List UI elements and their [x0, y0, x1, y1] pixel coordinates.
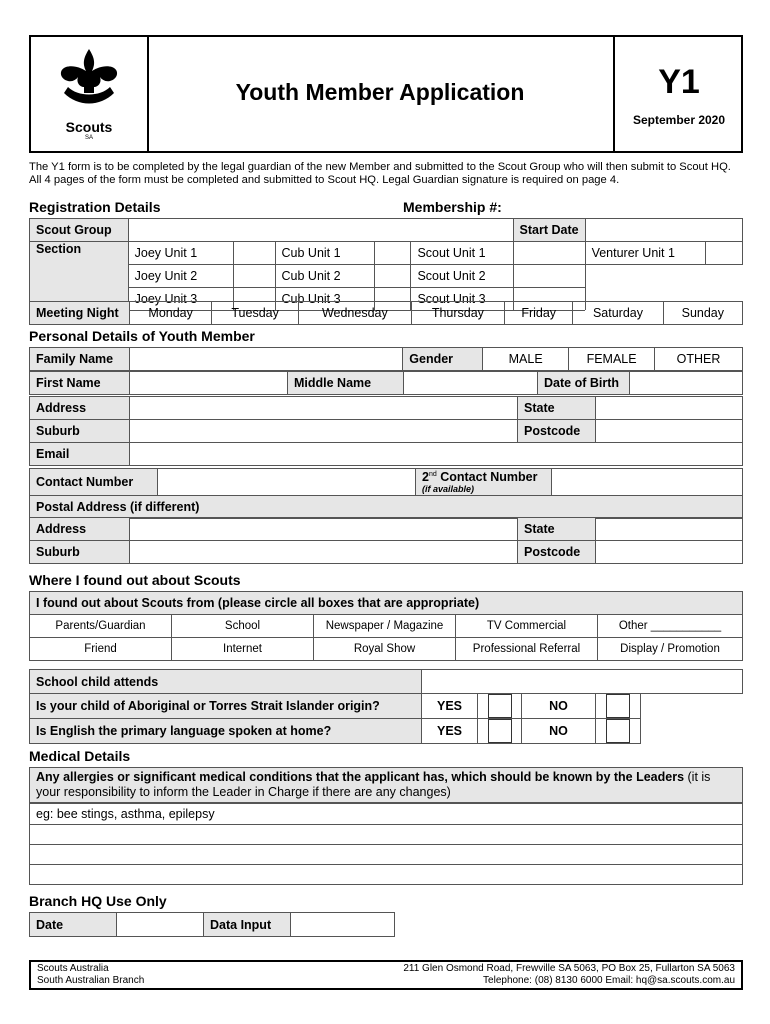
scout-group-label: Scout Group	[30, 219, 129, 242]
address-label: Address	[30, 397, 130, 420]
postcode-label: Postcode	[518, 420, 596, 443]
unit-cub-1-box[interactable]	[374, 242, 411, 265]
found-parents[interactable]: Parents/Guardian	[30, 615, 172, 638]
found-school[interactable]: School	[172, 615, 314, 638]
postal-suburb-field[interactable]	[130, 541, 518, 564]
middle-name-label: Middle Name	[288, 372, 404, 395]
day-friday[interactable]: Friday	[505, 302, 573, 325]
found-display[interactable]: Display / Promotion	[598, 638, 743, 661]
branch-heading: Branch HQ Use Only	[29, 893, 167, 909]
branch-table	[29, 912, 395, 937]
medical-normal-text: (it is your responsibility to inform the Leader in Charge if there are any changes)	[36, 770, 711, 799]
unit-joey-1: Joey Unit 1	[128, 242, 234, 265]
gender-other[interactable]: OTHER	[655, 348, 743, 371]
unit-scout-1: Scout Unit 1	[411, 242, 513, 265]
footer-org-1: Scouts Australia	[37, 963, 109, 974]
found-royal-show[interactable]: Royal Show	[314, 638, 456, 661]
personal-heading: Personal Details of Youth Member	[29, 328, 255, 344]
first-name-field[interactable]	[130, 372, 288, 395]
english-no-checkbox[interactable]	[606, 719, 630, 743]
found-heading: Where I found out about Scouts	[29, 572, 241, 588]
form-code: Y1	[658, 63, 700, 101]
unit-cub-2-box[interactable]	[374, 265, 411, 288]
suburb-field[interactable]	[130, 420, 518, 443]
postal-state-label: State	[518, 518, 596, 541]
page-title: Youth Member Application	[235, 79, 525, 105]
postal-postcode-label: Postcode	[518, 541, 596, 564]
medical-lines	[29, 803, 743, 885]
found-tv[interactable]: TV Commercial	[456, 615, 598, 638]
second-contact-label	[416, 469, 552, 496]
logo-subtext: SA	[84, 135, 93, 141]
intro-text: The Y1 form is to be completed by the legal guardian of the new Member and submitted to the Scout Group who will then submit to Scout HQ. All 4 pages of the form must be completed and submitted to Scout HQ. Legal Guardian signature is required on page 4.	[29, 161, 731, 186]
gender-male[interactable]: MALE	[483, 348, 569, 371]
medical-instructions	[29, 767, 743, 803]
unit-venturer-1-box[interactable]	[706, 242, 743, 265]
second-contact-sup: nd	[428, 471, 437, 478]
registration-heading: Registration Details	[29, 199, 161, 215]
english-yes-cell	[478, 719, 522, 744]
branch-data-input-field[interactable]	[291, 913, 395, 937]
found-subheading: I found out about Scouts from (please circle all boxes that are appropriate)	[30, 592, 743, 615]
branch-data-input-label: Data Input	[204, 913, 291, 937]
unit-joey-1-box[interactable]	[234, 242, 275, 265]
state-label: State	[518, 397, 596, 420]
day-tuesday[interactable]: Tuesday	[212, 302, 299, 325]
postal-address-field[interactable]	[130, 518, 518, 541]
branch-date-label: Date	[30, 913, 117, 937]
unit-scout-1-box[interactable]	[513, 242, 585, 265]
contact-number-field[interactable]	[158, 469, 416, 496]
section-label: Section	[30, 242, 129, 311]
found-internet[interactable]: Internet	[172, 638, 314, 661]
aboriginal-question: Is your child of Aboriginal or Torres Strait Islander origin?	[30, 694, 422, 719]
unit-cub-2: Cub Unit 2	[275, 265, 374, 288]
unit-scout-3: Scout Unit 3	[411, 288, 513, 311]
scout-group-field[interactable]	[128, 219, 513, 242]
gender-label: Gender	[403, 348, 483, 371]
found-newspaper[interactable]: Newspaper / Magazine	[314, 615, 456, 638]
registration-table	[29, 218, 743, 311]
suburb-label: Suburb	[30, 420, 130, 443]
found-table	[29, 591, 743, 661]
english-no-label: NO	[522, 719, 596, 744]
unit-venturer-1: Venturer Unit 1	[585, 242, 706, 265]
membership-label: Membership #:	[403, 199, 502, 215]
personal-table-2	[29, 371, 743, 395]
form-date: September 2020	[632, 113, 726, 127]
medical-line-2[interactable]	[30, 825, 743, 845]
postal-postcode-field[interactable]	[596, 541, 743, 564]
second-contact-pre: 2	[422, 470, 429, 485]
aboriginal-no-label: NO	[522, 694, 596, 719]
email-field[interactable]	[130, 443, 743, 466]
footer-address-2: Telephone: (08) 8130 6000 Email: hq@sa.scouts.com.au	[483, 975, 735, 986]
contact-number-label: Contact Number	[30, 469, 158, 496]
found-friend[interactable]: Friend	[30, 638, 172, 661]
unit-joey-3: Joey Unit 3	[128, 288, 234, 311]
found-other[interactable]: Other ___________	[598, 615, 743, 638]
school-field[interactable]	[422, 670, 743, 694]
medical-example[interactable]: eg: bee stings, asthma, epilepsy	[30, 804, 743, 825]
second-contact-field[interactable]	[552, 469, 743, 496]
postal-suburb-label: Suburb	[30, 541, 130, 564]
start-date-label	[513, 219, 585, 242]
day-sunday[interactable]: Sunday	[663, 302, 742, 325]
address-table	[29, 396, 743, 466]
logo-text: Scouts	[65, 119, 113, 135]
postal-table	[29, 517, 743, 564]
footer	[29, 960, 743, 990]
first-name-label: First Name	[30, 372, 130, 395]
day-saturday[interactable]: Saturday	[573, 302, 663, 325]
medical-bold-text: Any allergies or significant medical conditions that the applicant has, which should be known by the Leaders	[36, 770, 685, 784]
meeting-night-label: Meeting Night	[30, 302, 130, 325]
day-thursday[interactable]: Thursday	[411, 302, 504, 325]
form-header	[29, 35, 743, 153]
state-field[interactable]	[596, 397, 743, 420]
gender-female[interactable]: FEMALE	[569, 348, 655, 371]
found-referral[interactable]: Professional Referral	[456, 638, 598, 661]
english-yes-checkbox[interactable]	[488, 719, 512, 743]
english-yes-label: YES	[422, 719, 478, 744]
footer-org	[37, 963, 144, 987]
postal-heading: Postal Address (if different)	[30, 496, 743, 519]
unit-cub-1: Cub Unit 1	[275, 242, 374, 265]
scouts-logo-icon	[54, 47, 124, 111]
address-field[interactable]	[130, 397, 518, 420]
family-name-label: Family Name	[30, 348, 130, 371]
unit-scout-2-box[interactable]	[513, 265, 585, 288]
middle-name-field[interactable]	[404, 372, 538, 395]
meeting-night-table	[29, 301, 743, 325]
unit-joey-2: Joey Unit 2	[128, 265, 234, 288]
logo-box	[31, 37, 149, 151]
english-question: Is English the primary language spoken at home?	[30, 719, 422, 744]
medical-line-3[interactable]	[30, 845, 743, 865]
start-date-text: Start Date	[519, 223, 579, 237]
contact-table	[29, 468, 743, 519]
medical-line-4[interactable]	[30, 865, 743, 885]
postal-state-field[interactable]	[596, 518, 743, 541]
second-contact-text: Contact Number	[436, 470, 538, 485]
school-table	[29, 669, 743, 694]
aboriginal-no-checkbox[interactable]	[606, 694, 630, 718]
unit-scout-2: Scout Unit 2	[411, 265, 513, 288]
start-date-field[interactable]	[585, 219, 742, 242]
postcode-field[interactable]	[596, 420, 743, 443]
school-label: School child attends	[30, 670, 422, 694]
footer-address-1: 211 Glen Osmond Road, Frewville SA 5063, PO Box 25, Fullarton SA 5063	[403, 963, 735, 974]
footer-org-2: South Australian Branch	[37, 975, 145, 986]
dob-field[interactable]	[630, 372, 743, 395]
aboriginal-yes-checkbox[interactable]	[488, 694, 512, 718]
unit-joey-2-box[interactable]	[234, 265, 275, 288]
branch-date-field[interactable]	[117, 913, 204, 937]
personal-table-1	[29, 347, 743, 371]
aboriginal-yes-label: YES	[422, 694, 478, 719]
postal-address-label: Address	[30, 518, 130, 541]
if-available-note: (if available)	[422, 484, 475, 495]
questions-table	[29, 693, 641, 744]
aboriginal-no-cell	[596, 694, 641, 719]
family-name-field[interactable]	[129, 348, 402, 371]
aboriginal-yes-cell	[478, 694, 522, 719]
medical-heading: Medical Details	[29, 748, 131, 764]
english-no-cell	[596, 719, 641, 744]
dob-label: Date of Birth	[538, 372, 630, 395]
day-monday[interactable]: Monday	[130, 302, 212, 325]
email-label: Email	[30, 443, 130, 466]
unit-cub-3: Cub Unit 3	[275, 288, 374, 311]
day-wednesday[interactable]: Wednesday	[298, 302, 411, 325]
form-code-box	[613, 37, 743, 151]
footer-address	[403, 963, 735, 987]
